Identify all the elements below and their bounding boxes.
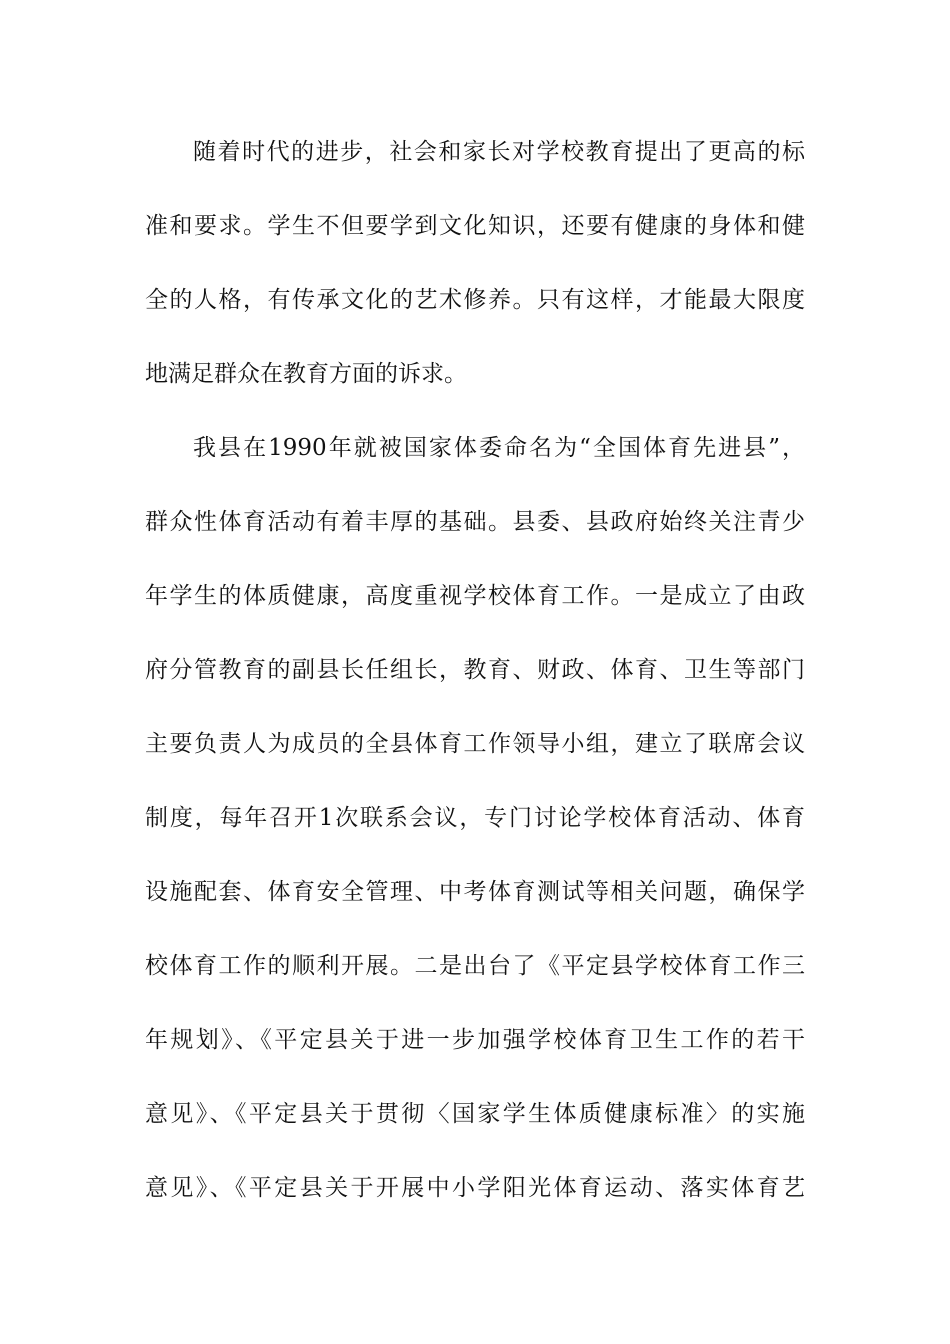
paragraph-2-line-8: 校体育工作的顺利开展。二是出台了《平定县学校体育工作三 [145, 953, 805, 979]
paragraph-2-line-3: 年学生的体质健康，高度重视学校体育工作。一是成立了由政 [145, 583, 805, 609]
paragraph-2-line-9: 年规划》、《平定县关于进一步加强学校体育卫生工作的若干 [145, 1027, 805, 1053]
paragraph-2-line-4: 府分管教育的副县长任组长，教育、财政、体育、卫生等部门 [145, 657, 805, 683]
paragraph-2-line-5: 主要负责人为成员的全县体育工作领导小组，建立了联席会议 [145, 731, 805, 757]
paragraph-2-line-1: 我县在1990年就被国家体委命名为“全国体育先进县”， [193, 435, 805, 461]
paragraph-2-line-6: 制度，每年召开1次联系会议，专门讨论学校体育活动、体育 [145, 805, 805, 831]
paragraph-2-line-2: 群众性体育活动有着丰厚的基础。县委、县政府始终关注青少 [145, 509, 805, 535]
paragraph-1-line-4: 地满足群众在教育方面的诉求。 [145, 361, 467, 387]
paragraph-2-line-10: 意见》、《平定县关于贯彻〈国家学生体质健康标准〉的实施 [145, 1101, 805, 1127]
paragraph-2-line-11: 意见》、《平定县关于开展中小学阳光体育运动、落实体育艺 [145, 1175, 805, 1201]
paragraph-2-line-7: 设施配套、体育安全管理、中考体育测试等相关问题，确保学 [145, 879, 805, 905]
paragraph-1-line-1: 随着时代的进步，社会和家长对学校教育提出了更高的标 [193, 139, 805, 165]
paragraph-1-line-2: 准和要求。学生不但要学到文化知识，还要有健康的身体和健 [145, 213, 805, 239]
paragraph-1-line-3: 全的人格，有传承文化的艺术修养。只有这样，才能最大限度 [145, 287, 805, 313]
